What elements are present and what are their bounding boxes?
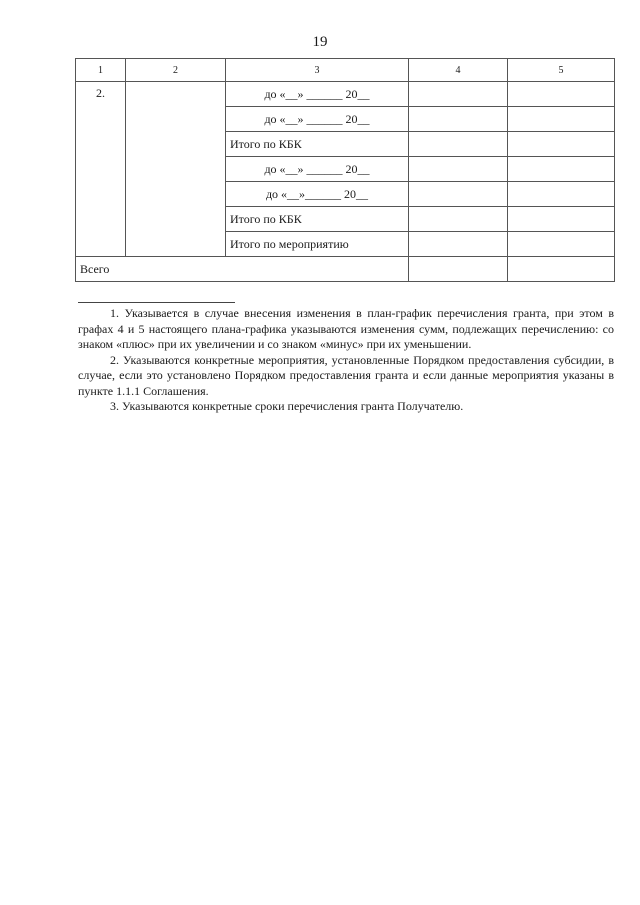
footnote: 1. Указывается в случае внесения изменения в план-график перечисления гранта, при этом в графах 4 и 5 настоящего плана-графика указываются изменения сумм, подлежащих перечислению: со знаком «плюс» при их увеличении и со знаком «минус» при их уменьшении. (78, 306, 614, 351)
row-number: 2. (76, 82, 126, 257)
amount-cell (508, 207, 615, 232)
table-row (76, 82, 615, 107)
amount-cell (409, 182, 508, 207)
footnote: 3. Указываются конкретные сроки перечисления гранта Получателю. (110, 399, 464, 413)
footnote: 2. Указываются конкретные мероприятия, установленные Порядком предоставления субсидии, в случае, если это установлено Порядком предоставления гранта и если данные мероприятия указаны в пункте 1.1.1 Соглашения. (78, 352, 614, 398)
activity-cell (126, 82, 226, 257)
activity-total-label: Итого по мероприятию (226, 232, 409, 257)
amount-cell (508, 82, 615, 107)
amount-cell (409, 157, 508, 182)
date-cell: до «__» ______ 20__ (226, 157, 409, 182)
amount-cell (409, 107, 508, 132)
amount-cell (508, 132, 615, 157)
amount-cell (409, 132, 508, 157)
subtotal-label: Итого по КБК (226, 207, 409, 232)
amount-cell (508, 232, 615, 257)
column-header: 4 (409, 59, 508, 82)
column-header: 5 (508, 59, 615, 82)
column-header: 2 (126, 59, 226, 82)
amount-cell (508, 107, 615, 132)
amount-cell (409, 82, 508, 107)
column-header: 1 (76, 59, 126, 82)
date-cell: до «__» ______ 20__ (226, 107, 409, 132)
table-header-row (76, 59, 615, 82)
footnote-separator (78, 302, 235, 303)
amount-cell (508, 257, 615, 282)
subtotal-label: Итого по КБК (226, 132, 409, 157)
grand-total-row (76, 257, 615, 282)
date-cell: до «__» ______ 20__ (226, 82, 409, 107)
grand-total-label: Всего (76, 257, 409, 282)
amount-cell (508, 182, 615, 207)
amount-cell (508, 157, 615, 182)
amount-cell (409, 257, 508, 282)
footnotes (78, 306, 614, 415)
amount-cell (409, 232, 508, 257)
column-header: 3 (226, 59, 409, 82)
grant-schedule-table (75, 58, 615, 282)
amount-cell (409, 207, 508, 232)
page-number: 19 (312, 34, 328, 50)
date-cell: до «__»______ 20__ (226, 182, 409, 207)
